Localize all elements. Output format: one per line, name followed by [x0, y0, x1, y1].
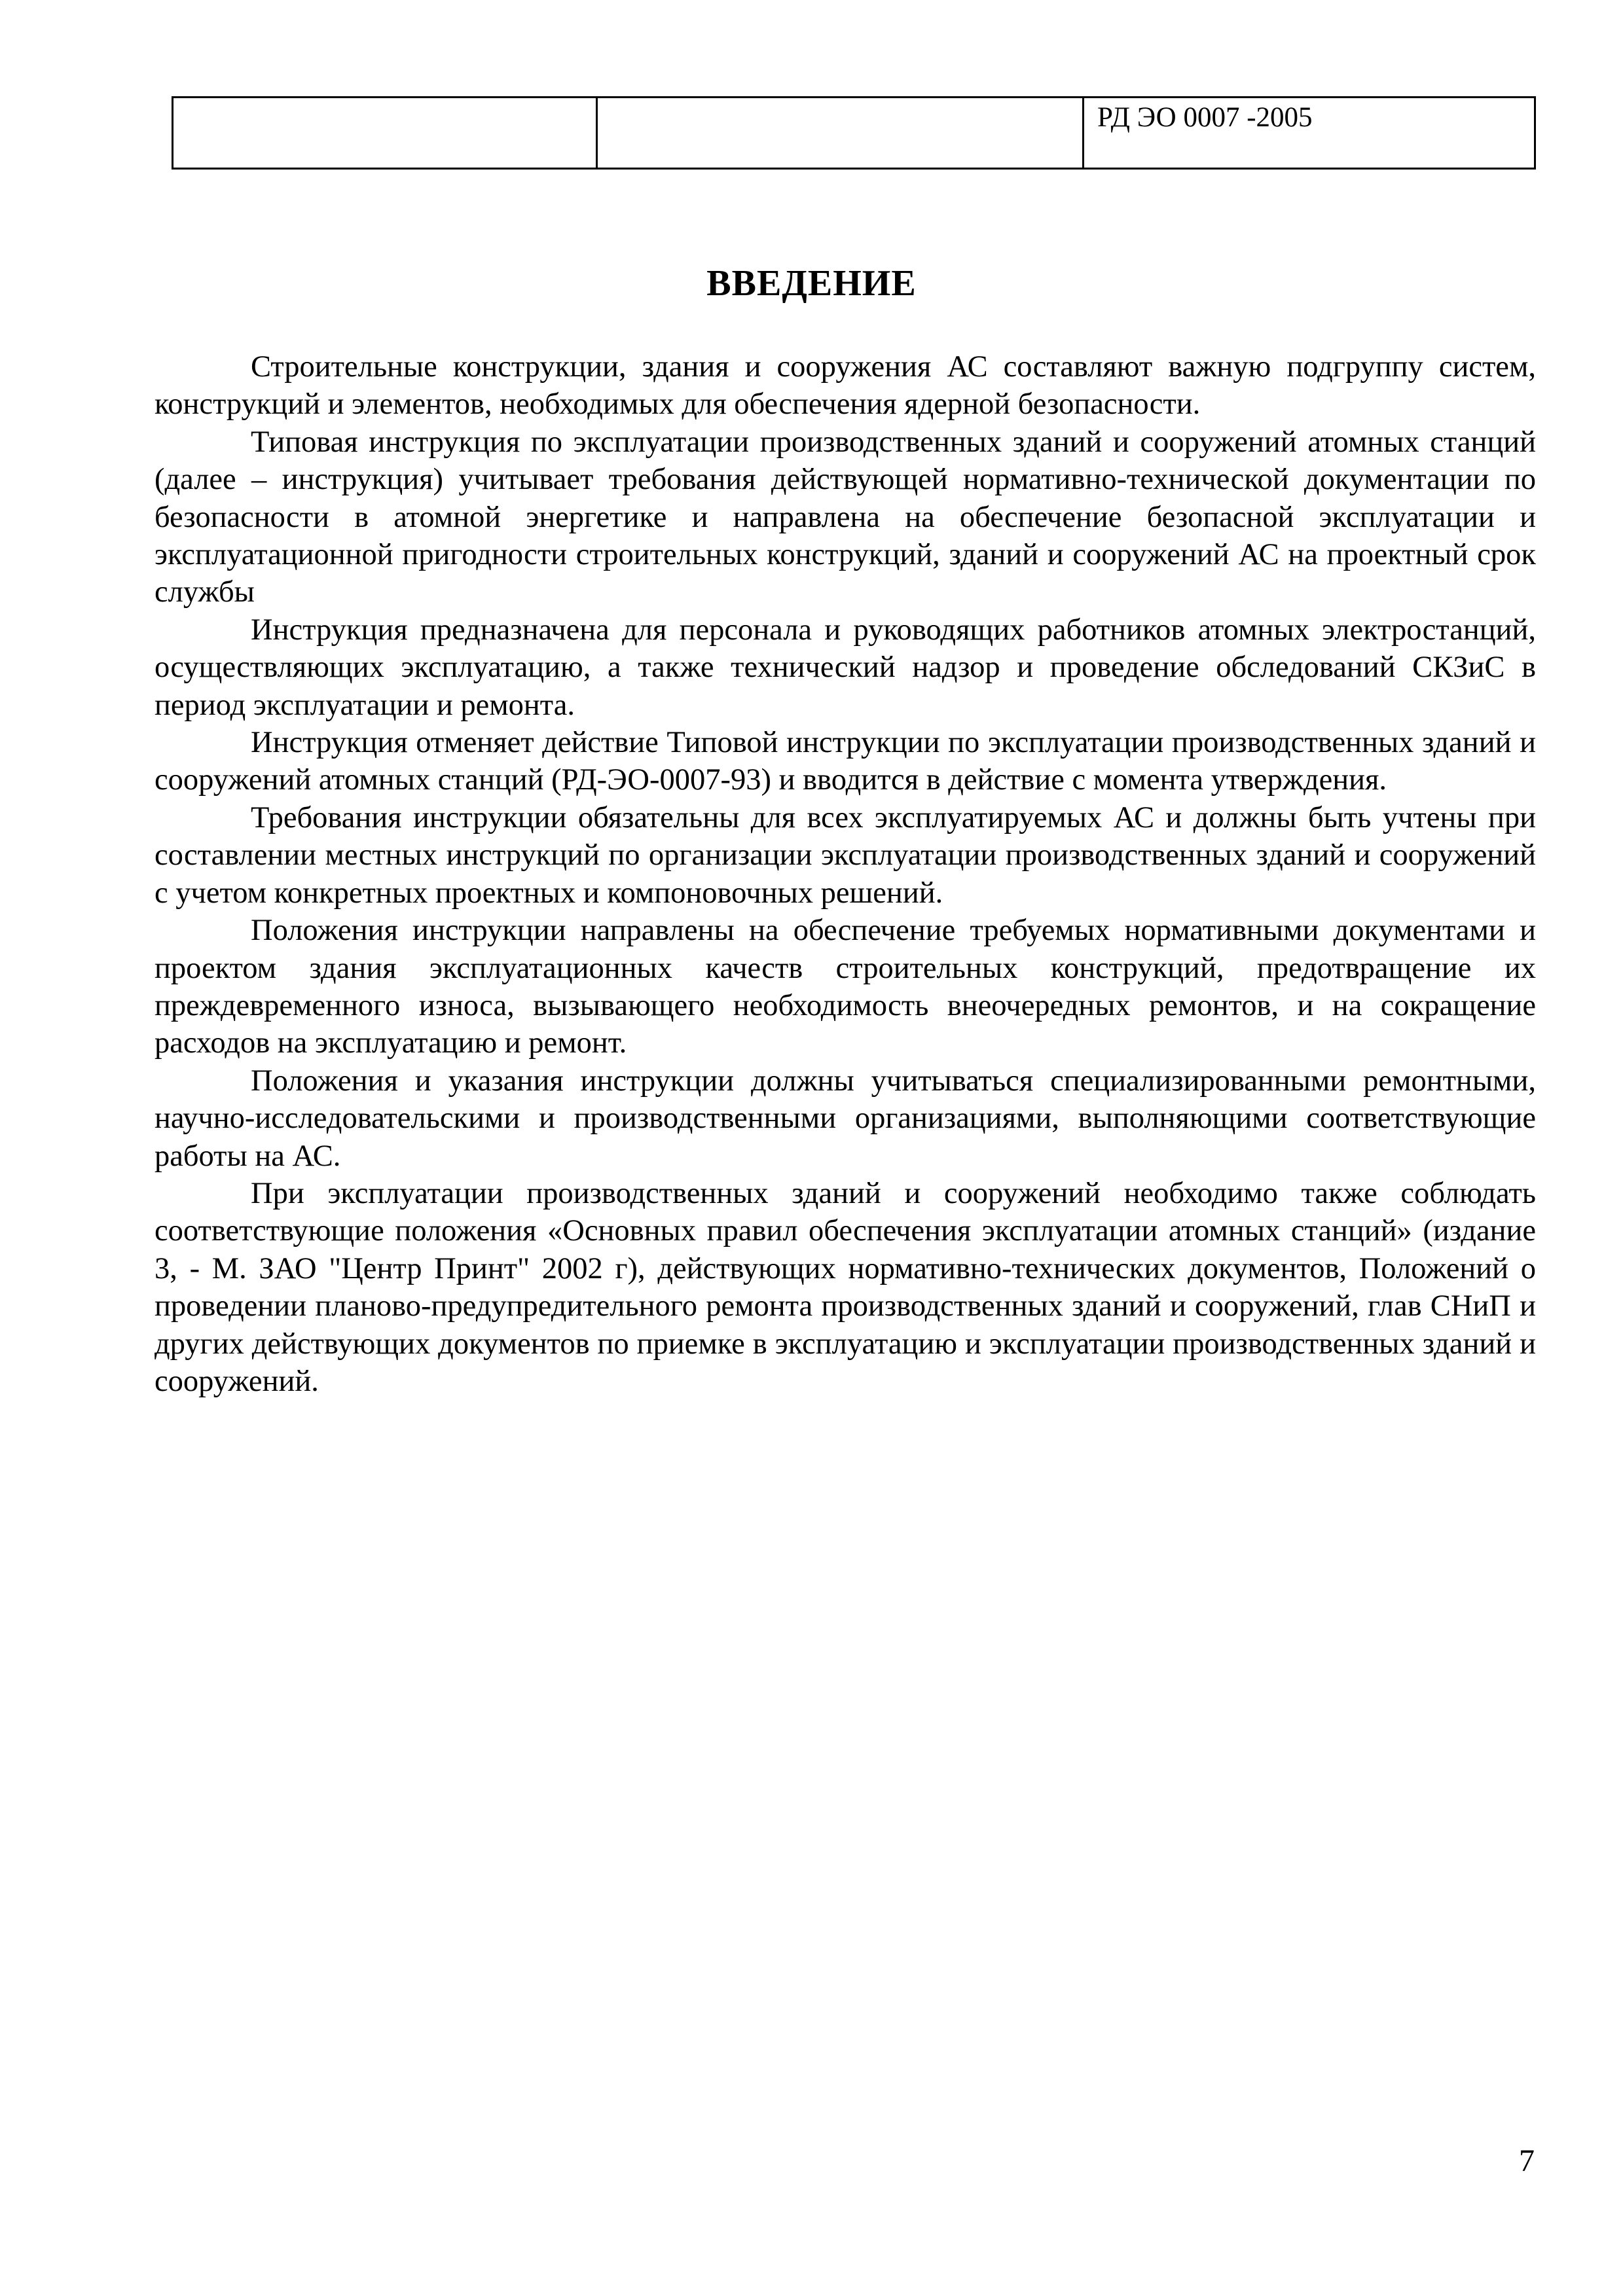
paragraph: Положения и указания инструкции должны учитываться специализированными ремонтными, научно-исследовательскими и производственными организациями, выполняющими соответствующие работы на АС.	[155, 1064, 1536, 1173]
page-number: 7	[1519, 2144, 1535, 2178]
header-doc-code: РД ЭО 0007 -2005	[1084, 98, 1535, 169]
body-text	[155, 348, 1536, 1400]
paragraph: Положения инструкции направлены на обеспечение требуемых нормативными документами и проектом здания эксплуатационных качеств строительных конструкций, предотвращение их преждевременного износа, вызывающего необходимость внеочередных ремонтов, и на сокращение расходов на эксплуатацию и ремонт.	[155, 914, 1536, 1060]
section-title: ВВЕДЕНИЕ	[706, 263, 917, 304]
paragraph: Строительные конструкции, здания и сооружения АС составляют важную подгруппу систем, конструкций и элементов, необходимых для обеспечения ядерной безопасности.	[155, 350, 1536, 422]
paragraph: Типовая инструкция по эксплуатации производственных зданий и сооружений атомных станций (далее – инструкция) учитывает требования действующей нормативно-технической документации по безопасности в атомной энергетике и направлена на обеспечение безопасной эксплуатации и эксплуатационной пригодности строительных конструкций, зданий и сооружений АС на проектный срок службы	[155, 425, 1536, 609]
header-cell-empty-1	[173, 98, 597, 169]
paragraph: Инструкция предназначена для персонала и руководящих работников атомных электростанций, осуществляющих эксплуатацию, а также технический надзор и проведение обследований СКЗиС в период эксплуатации и ремонта.	[155, 613, 1536, 722]
header-cell-empty-2	[597, 98, 1084, 169]
paragraph: Требования инструкции обязательны для всех эксплуатируемых АС и должны быть учтены при составлении местных инструкций по организации эксплуатации производственных зданий и сооружений с учетом конкретных проектных и компоновочных решений.	[155, 800, 1536, 910]
header-stamp-table	[172, 96, 1536, 170]
header-stamp-row	[173, 98, 1535, 169]
paragraph: Инструкция отменяет действие Типовой инструкции по эксплуатации производственных зданий и сооружений атомных станций (РД-ЭО-0007-93) и вводится в действие с момента утверждения.	[155, 726, 1536, 797]
paragraph: При эксплуатации производственных зданий и сооружений необходимо также соблюдать соответствующие положения «Основных правил обеспечения эксплуатации атомных станций» (издание 3, - М. ЗАО "Центр Принт" 2002 г), действующих нормативно-технических документов, Положений о проведении планово-предупредительного ремонта производственных зданий и сооружений, глав СНиП и других действующих документов по приемке в эксплуатацию и эксплуатации производственных зданий и сооружений.	[155, 1176, 1536, 1398]
